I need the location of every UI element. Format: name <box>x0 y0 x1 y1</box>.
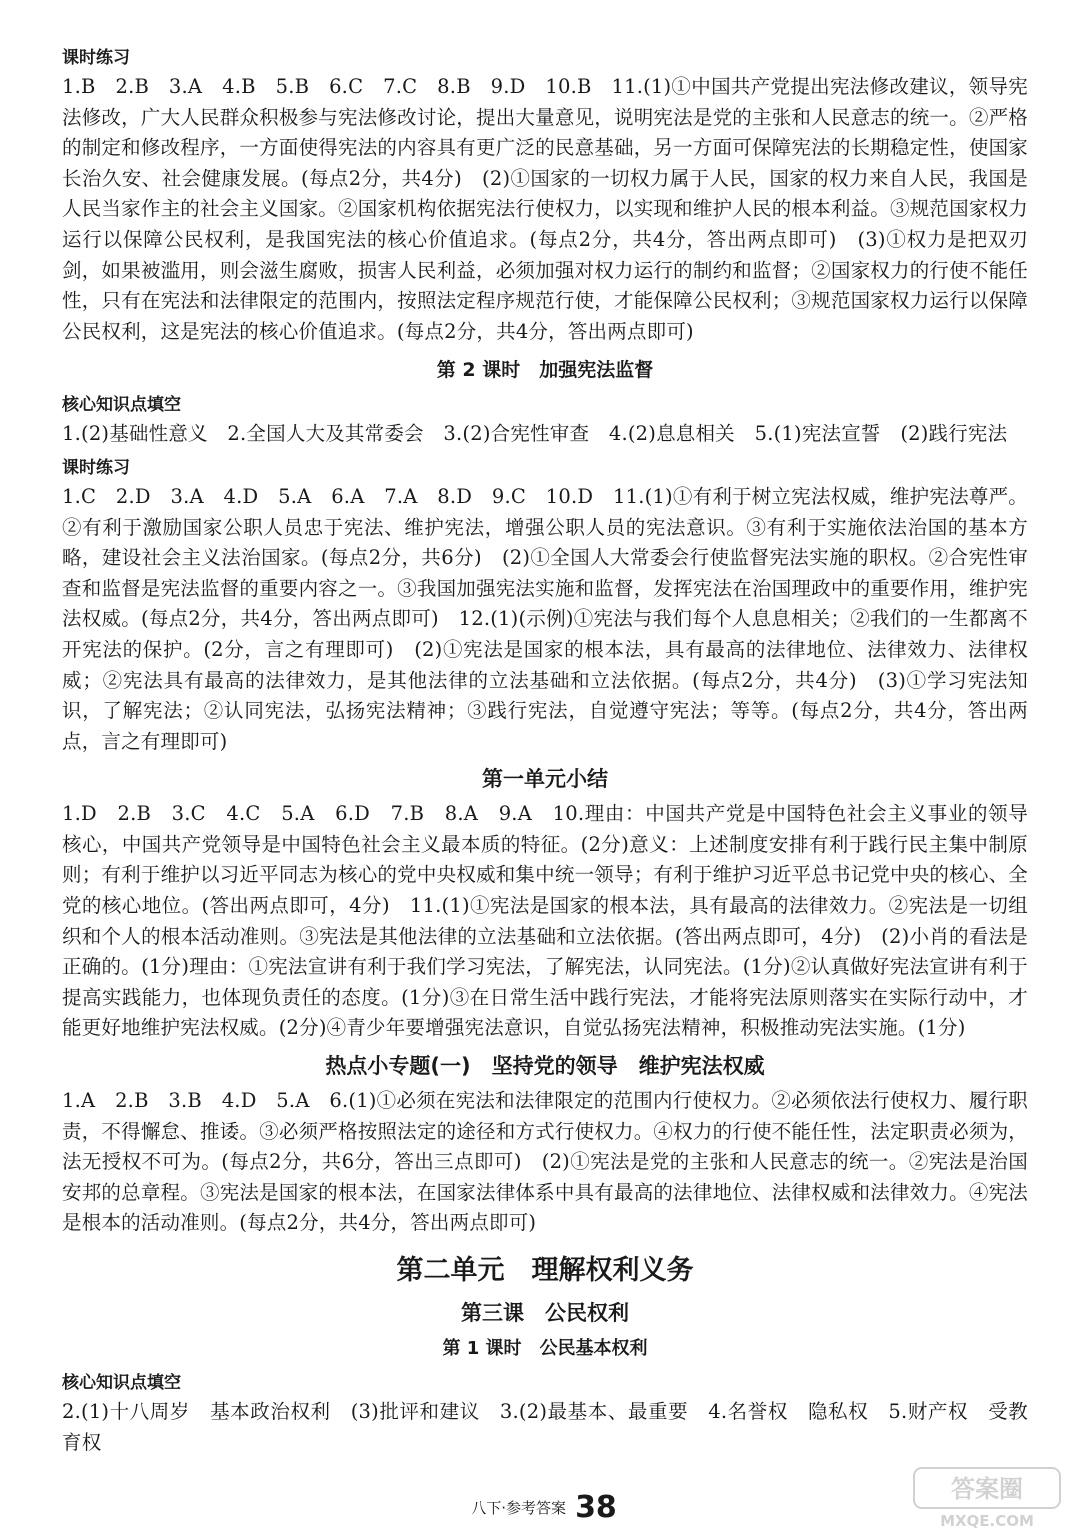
answer-paragraph: 1.D 2.B 3.C 4.C 5.A 6.D 7.B 8.A 9.A 10.理由：中国共产党是中国特色社会主义事业的领导核心，中国共产党领导是中国特色社会主义最本质的特征。(2分)意义：上述制度安排有利于践行民主集中制原则；有利于维护以习近平同志为核心的党中央权威和集中统一领导；有利于维护习近平总书记党中央的核心、全党的核心地位。(答出两点即可，4分) 11.(1)①宪法是国家的根本法，具有最高的法律效力。②宪法是一切组织和个人的根本活动准则。③宪法是其他法律的立法基础和立法依据。(答出两点即可，4分) (2)小肖的看法是正确的。(1分)理由：①宪法宣讲有利于我们学习宪法，了解宪法，认同宪法。(1分)②认真做好宪法宣讲有利于提高实践能力，也体现负责任的态度。(1分)③在日常生活中践行宪法，才能将宪法原则落实在实际行动中，才能更好地维护宪法权威。(2分)④青少年要增强宪法意识，自觉弘扬宪法精神，积极推动宪法实施。(1分) <box>62 802 1028 1040</box>
fill-in-paragraph: 2.(1)十八周岁 基本政治权利 (3)批评和建议 3.(2)最基本、最重要 4.名誉权 隐私权 5.财产权 受教育权 <box>62 1400 1028 1454</box>
unit-summary-heading: 第一单元小结 <box>482 767 608 792</box>
lesson-heading-1: 第 1 课时 公民基本权利 <box>442 1338 648 1359</box>
section-label-keshi-lianxi: 课时练习 <box>62 48 130 68</box>
special-topic-heading: 热点小专题(一) 坚持党的领导 维护宪法权威 <box>325 1054 765 1079</box>
answer-paragraph: 1.B 2.B 3.A 4.B 5.B 6.C 7.C 8.B 9.D 10.B 11.(1)①中国共产党提出宪法修改建议，领导宪法修改，广大人民群众积极参与宪法修改讨论，提出大量意见，说明宪法是党的主张和人民意志的统一。②严格的制定和修改程序，一方面使得宪法的内容具有更广泛的民意基础，另一方面可保障宪法的长期稳定性，使国家长治久安、社会健康发展。(每点2分，共4分) (2)①国家的一切权力属于人民，国家的权力来自人民，我国是人民当家作主的社会主义国家。②国家机构依据宪法行使权力，以实现和维护人民的根本利益。③规范国家权力运行以保障公民权利，是我国宪法的核心价值追求。(每点2分，共4分，答出两点即可) (3)①权力是把双刃剑，如果被滥用，则会滋生腐败，损害人民利益，必须加强对权力运行的制约和监督；②国家权力的行使不能任性，只有在宪法和法律限定的范围内，按照法定程序规范行使，才能保障公民权利；③规范国家权力运行以保障公民权利，这是宪法的核心价值追求。(每点2分，共4分，答出两点即可) <box>62 75 1028 343</box>
lesson-title: 第三课 公民权利 <box>461 1301 629 1325</box>
section-label-hexin: 核心知识点填空 <box>62 1373 181 1393</box>
watermark-url: MXQE.COM <box>940 1512 1034 1530</box>
answer-paragraph: 1.C 2.D 3.A 4.D 5.A 6.A 7.A 8.D 9.C 10.D 11.(1)①有利于树立宪法权威，维护宪法尊严。②有利于激励国家公职人员忠于宪法、维护宪法，增强公职人员的宪法意识。③有利于实施依法治国的基本方略，建设社会主义法治国家。(每点2分，共6分) (2)①全国人大常委会行使监督宪法实施的职权。②合宪性审查和监督是宪法监督的重要内容之一。③我国加强宪法实施和监督，发挥宪法在治国理政中的重要作用，维护宪法权威。(每点2分，共4分，答出两点即可) 12.(1)(示例)①宪法与我们每个人息息相关；②我们的一生都离不开宪法的保护。(2分，言之有理即可) (2)①宪法是国家的根本法，具有最高的法律地位、法律效力、法律权威；②宪法具有最高的法律效力，是其他法律的立法基础和立法依据。(每点2分，共4分) (3)①学习宪法知识，了解宪法；②认同宪法，弘扬宪法精神；③践行宪法，自觉遵守宪法；等等。(每点2分，共4分，答出两点，言之有理即可) <box>62 484 1028 753</box>
footer-grade-text: 八下·参考答案 <box>471 1499 566 1517</box>
answer-paragraph: 1.A 2.B 3.B 4.D 5.A 6.(1)①必须在宪法和法律限定的范围内行使权力。②必须依法行使权力、履行职责，不得懈怠、推诿。③必须严格按照法定的途径和方式行使权力。④权力的行使不能任性，法定职责必须为，法无授权不可为。(每点2分，共6分，答出三点即可) (2)①宪法是党的主张和人民意志的统一。②宪法是治国安邦的总章程。③宪法是国家的根本法，在国家法律体系中具有最高的法律地位、法律权威和法律效力。④宪法是根本的活动准则。(每点2分，共4分，答出两点即可) <box>62 1089 1028 1235</box>
lesson-heading-2: 第 2 课时 加强宪法监督 <box>436 359 654 382</box>
unit-heading: 第二单元 理解权利义务 <box>396 1255 694 1286</box>
fill-in-paragraph: 1.(2)基础性意义 2.全国人大及其常委会 3.(2)合宪性审查 4.(2)息息相关 5.(1)宪法宣誓 (2)践行宪法 <box>62 422 1008 446</box>
site-watermark-logo <box>912 1466 1062 1530</box>
page-number: 38 <box>575 1490 617 1525</box>
watermark-text: 答案圈 <box>951 1475 1023 1503</box>
answer-page <box>62 40 1028 1458</box>
section-label-hexin: 核心知识点填空 <box>62 395 181 416</box>
section-label-keshi-lianxi: 课时练习 <box>62 457 130 478</box>
